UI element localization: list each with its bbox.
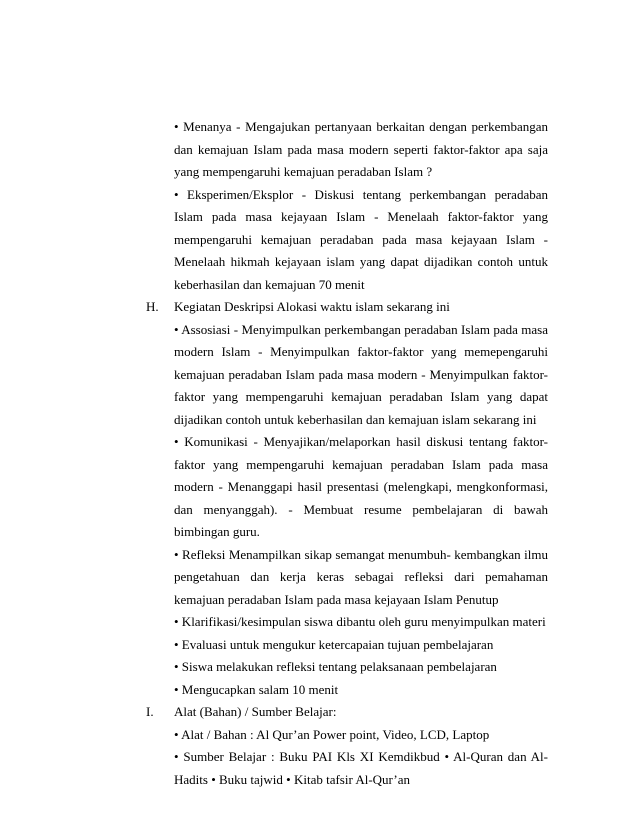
section-h-title: Kegiatan Deskripsi Alokasi waktu islam sekarang ini bbox=[174, 299, 450, 314]
paragraph-assosiasi: • Assosiasi - Menyimpulkan perkembangan peradaban Islam pada masa modern Islam - Menyimpulkan faktor-faktor yang memepengaruhi kemajuan peradaban Islam pada masa modern - Menyimpulkan faktor-faktor yang mempengaruhi kemajuan peradaban Islam yang dapat dijadikan contoh untuk keberhasilan dan kemajuan islam sekarang ini bbox=[174, 321, 548, 427]
paragraph-salam: • Mengucapkan salam 10 menit bbox=[174, 681, 339, 697]
section-i bbox=[146, 701, 548, 724]
paragraph-klarifikasi: • Klarifikasi/kesimpulan siswa dibantu oleh guru menyimpulkan materi bbox=[174, 614, 546, 629]
document-content bbox=[146, 116, 548, 791]
paragraph-sumber-belajar: • Sumber Belajar : Buku PAI Kls XI Kemdikbud • Al-Quran dan Al-Hadits • Buku tajwid • Kitab tafsir Al-Qur’an bbox=[174, 749, 548, 787]
section-h bbox=[146, 296, 548, 319]
paragraph-menanya: • Menanya - Mengajukan pertanyaan berkaitan dengan perkembangan dan kemajuan Islam pada masa modern seperti faktor-faktor apa saja yang mempengaruhi kemajuan peradaban Islam ? bbox=[174, 119, 548, 179]
paragraph-evaluasi: • Evaluasi untuk mengukur ketercapaian tujuan pembelajaran bbox=[174, 636, 494, 652]
section-i-title: Alat (Bahan) / Sumber Belajar: bbox=[174, 704, 337, 719]
paragraph-alat-bahan: • Alat / Bahan : Al Qur’an Power point, Video, LCD, Laptop bbox=[174, 726, 490, 742]
section-h-letter: H. bbox=[146, 299, 159, 314]
paragraph-komunikasi: • Komunikasi - Menyajikan/melaporkan hasil diskusi tentang faktor-faktor yang mempengaruhi kemajuan peradaban Islam pada masa modern - Menanggapi hasil presentasi (melengkapi, mengkonformasi, dan menyanggah). - Membuat resume pembelajaran di bawah bimbingan guru. bbox=[174, 434, 548, 539]
paragraph-refleksi: • Refleksi Menampilkan sikap semangat menumbuh- kembangkan ilmu pengetahuan dan kerja keras sebagai refleksi dari pemahaman kemajuan peradaban Islam pada masa kejayaan Islam Penutup bbox=[174, 546, 548, 607]
paragraph-siswa-refleksi: • Siswa melakukan refleksi tentang pelaksanaan pembelajaran bbox=[174, 659, 497, 674]
section-i-letter: I. bbox=[146, 704, 154, 719]
paragraph-eksperimen: • Eksperimen/Eksplor - Diskusi tentang perkembangan peradaban Islam pada masa kejayaan Islam - Menelaah faktor-faktor yang mempengaruhi kemajuan peradaban pada masa kejayaan Islam - Menelaah hikmah kejayaan islam yang dapat dijadikan contoh untuk keberhasilan dan kemajuan 70 menit bbox=[174, 186, 548, 292]
